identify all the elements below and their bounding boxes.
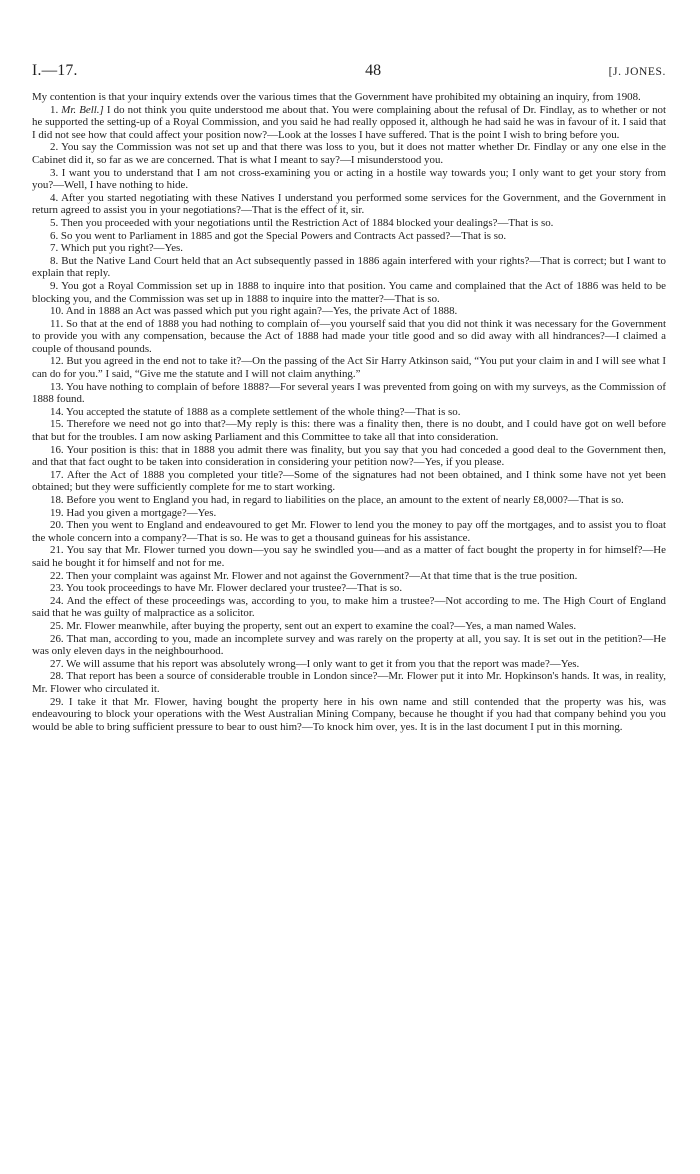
paragraph-text: But the Native Land Court held that an Act subsequently passed in 1886 again interfered with your rights?—That is correct; but I want to explain that reply. bbox=[32, 254, 666, 280]
paragraph-text: So you went to Parliament in 1885 and got the Special Powers and Contracts Act passed?—That is so. bbox=[60, 229, 507, 242]
paragraph-text: We will assume that his report was absolutely wrong—I only want to get it from you that the report was made?—Yes. bbox=[66, 657, 580, 670]
paragraph-text: I do not think you quite understood me about that. You were complaining about the refusal of Dr. Findlay, as to whether or not he supported the setting-up of a Royal Commission, and you said he had really opposed it, although he had said he was in favour of it. I said that I did not see how that could affect your position now?—Look at the losses I have suffered. That is the point I wish to bring before you. bbox=[32, 103, 666, 141]
question-answer-paragraph bbox=[32, 418, 666, 443]
paragraph-number: 27. bbox=[50, 657, 64, 670]
paragraph-text: Therefore we need not go into that?—My reply is this: there was a finality then, there is no doubt, and I could have got on well before that but for the troubles. I am now asking Parliament and this Committee to take all that into consideration. bbox=[32, 418, 666, 444]
paragraph-text: You took proceedings to have Mr. Flower declared your trustee?—That is so. bbox=[65, 582, 403, 595]
question-answer-paragraph bbox=[32, 217, 666, 230]
question-answer-paragraph bbox=[32, 582, 666, 595]
paragraph-number: 18. bbox=[50, 494, 64, 506]
question-answer-paragraph bbox=[32, 469, 666, 494]
paragraph-number: 11. bbox=[50, 317, 64, 330]
paragraph-number: 9. bbox=[50, 279, 59, 292]
paragraph-text: Then you proceeded with your negotiations until the Restriction Act of 1884 blocked your dealings?—That is so. bbox=[60, 216, 554, 229]
paragraph-number: 26. bbox=[50, 632, 64, 645]
question-answer-paragraph bbox=[32, 355, 666, 380]
paragraph-number: 14. bbox=[50, 405, 64, 418]
page-header bbox=[32, 62, 666, 81]
intro-paragraph: My contention is that your inquiry extends over the various times that the Government have prohibited my obtaining an inquiry, from 1908. bbox=[32, 91, 641, 103]
paragraph-number: 6. bbox=[50, 229, 59, 242]
paragraph-number: 20. bbox=[50, 519, 64, 532]
paragraph-text: I want you to understand that I am not cross-examining you or acting in a hostile way towards you; I only want to get your story from you?—Well, I have nothing to hide. bbox=[32, 166, 666, 192]
paragraph-number: 10. bbox=[50, 305, 64, 318]
paragraph-text: Mr. Flower meanwhile, after buying the property, sent out an expert to examine the coal?—Yes, a man named Wales. bbox=[66, 619, 577, 632]
question-answer-paragraph bbox=[32, 318, 666, 356]
paragraph-number: 4. bbox=[50, 191, 59, 204]
paragraph-number: 17. bbox=[50, 468, 64, 481]
paragraph-number: 8. bbox=[50, 254, 59, 267]
question-answer-paragraph bbox=[32, 595, 666, 620]
witness-name: [J. JONES. bbox=[608, 66, 666, 78]
paragraph-number: 16. bbox=[50, 443, 64, 456]
paragraph-number: 12. bbox=[50, 355, 64, 368]
paragraph-text: Then your complaint was against Mr. Flower and not against the Government?—At that time that is the true position. bbox=[66, 569, 578, 582]
question-answer-paragraph bbox=[32, 696, 666, 734]
paragraph-number: 1. bbox=[50, 103, 59, 116]
question-answer-paragraph bbox=[32, 406, 666, 419]
paragraph-number: 2. bbox=[50, 141, 59, 154]
paragraph-text: But you agreed in the end not to take it?—On the passing of the Act Sir Harry Atkinson said, “You put your claim in and I will see what I can do for you.” I said, “Give me the statute and I will not claim anything.” bbox=[32, 355, 666, 381]
paragraph-number: 22. bbox=[50, 569, 64, 582]
document-body bbox=[32, 91, 666, 733]
paragraph-text: You got a Royal Commission set up in 1888 to inquire into that position. You came and complained that the Act of 1886 was held to be blocking you, and the Commission was set up in 1888 to inquire into the matter?—That is so. bbox=[32, 279, 666, 305]
paragraph-number: 19. bbox=[50, 506, 64, 519]
paragraph-text: Had you given a mortgage?—Yes. bbox=[66, 506, 217, 519]
paragraph-text: So that at the end of 1888 you had nothing to complain of—you yourself said that you did not think it was necessary for the Government to provide you with any compensation, because the Act of 1888 had made your title good and so did away with all hindrances?—I claimed a couple of thousand pounds. bbox=[32, 317, 666, 355]
question-answer-paragraph bbox=[32, 104, 666, 142]
paragraph-text: Then you went to England and endeavoured to get Mr. Flower to lend you the money to pay off the mortgages, and to assist you to float the whole concern into a company?—That is so. He was to get a thousand guineas for his assistance. bbox=[32, 519, 666, 544]
question-answer-paragraph bbox=[32, 280, 666, 305]
paragraph-number: 15. bbox=[50, 418, 64, 431]
question-answer-paragraph bbox=[32, 670, 666, 695]
paragraph-text: Before you went to England you had, in regard to liabilities on the place, an amount to the extent of nearly £8,000?—That is so. bbox=[66, 494, 624, 506]
paragraph-text: After you started negotiating with these Natives I understand you performed some services for the Government, and the Government in return agreed to assist you in your negotiations?—That is the effect of it, sir. bbox=[32, 191, 666, 217]
speaker-label: Mr. Bell.] bbox=[61, 103, 104, 116]
paragraph-text: You say the Commission was not set up and that there was loss to you, but it does not matter whether Dr. Findlay or any one else in the Cabinet did it, so far as we are concerned. That is what I meant to say?—I misunderstood you. bbox=[32, 141, 666, 166]
paragraph-text: You accepted the statute of 1888 as a complete settlement of the whole thing?—That is so. bbox=[65, 405, 461, 418]
question-answer-paragraph bbox=[32, 544, 666, 569]
paragraph-text: And the effect of these proceedings was, according to you, to make him a trustee?—Not according to me. The High Court of England said that he was guilty of malpractice as a solicitor. bbox=[32, 594, 667, 620]
page-number: 48 bbox=[365, 62, 382, 79]
paragraph-number: 7. bbox=[50, 242, 59, 255]
paragraph-number: 3. bbox=[50, 166, 59, 179]
question-answer-paragraph bbox=[32, 633, 666, 658]
question-answer-paragraph bbox=[32, 444, 666, 469]
question-answer-paragraph bbox=[32, 620, 666, 633]
question-answer-paragraph bbox=[32, 141, 666, 166]
question-answer-paragraph bbox=[32, 519, 666, 544]
question-answer-paragraph bbox=[32, 230, 666, 243]
paragraph-number: 25. bbox=[50, 619, 64, 632]
paragraph-text: You say that Mr. Flower turned you down—you say he swindled you—and as a matter of fact bought the property in for himself?—He said he bought it for himself and not for me. bbox=[32, 544, 666, 569]
question-answer-paragraph bbox=[32, 167, 666, 192]
question-answer-paragraph bbox=[32, 305, 666, 318]
question-answer-paragraph bbox=[32, 192, 666, 217]
paragraph-text: And in 1888 an Act was passed which put you right again?—Yes, the private Act of 1888. bbox=[65, 305, 458, 318]
question-answer-paragraph bbox=[32, 658, 666, 671]
paragraph-text: After the Act of 1888 you completed your title?—Some of the signatures had not been obtained, and I think some have not yet been obtained; but they were sufficiently complete for me to start working. bbox=[32, 468, 666, 494]
paragraph-text: Your position is this: that in 1888 you admit there was finality, but you say that you had conceded a good deal to the Government then, and that that fact ought to be taken into consideration in considering your petition now?—Yes, if you please. bbox=[32, 443, 666, 469]
question-answer-paragraph bbox=[32, 381, 666, 406]
question-answer-paragraph bbox=[32, 255, 666, 280]
paragraph-text: Which put you right?—Yes. bbox=[60, 242, 184, 255]
paragraph-number: 28. bbox=[50, 670, 64, 683]
paragraph-number: 21. bbox=[50, 544, 64, 557]
paragraph-text: That report has been a source of considerable trouble in London since?—Mr. Flower put it into Mr. Hopkinson's hands. It was, in reality, Mr. Flower who circulated it. bbox=[32, 670, 667, 695]
paragraph-text: I take it that Mr. Flower, having bought the property here in his own name and still contended that the property was his, was endeavouring to block your operations with the West Australian Mining Company, because he thought if you had that company behind you you would be able to bring sufficient pressure to bear to oust him?—To knock him over, yes. It is in the last document I put in this morning. bbox=[32, 695, 666, 733]
paragraph-number: 23. bbox=[50, 582, 64, 595]
paragraph-text: That man, according to you, made an incomplete survey and was rarely on the property at all, you say. It is set out in the petition?—He was only eleven days in the neighbourhood. bbox=[32, 632, 666, 658]
question-answer-paragraph bbox=[32, 242, 666, 255]
paragraph-number: 29. bbox=[50, 695, 64, 708]
document-reference: I.—17. bbox=[32, 62, 78, 79]
paragraph-number: 5. bbox=[50, 216, 59, 229]
paragraph-text: You have nothing to complain of before 1888?—For several years I was prevented from going on with my surveys, as the Commission of 1888 found. bbox=[32, 380, 666, 406]
question-answer-paragraph bbox=[32, 494, 666, 507]
question-answer-paragraph bbox=[32, 507, 666, 520]
paragraph-number: 13. bbox=[50, 380, 64, 393]
question-answer-paragraph bbox=[32, 570, 666, 583]
paragraph-number: 24. bbox=[50, 594, 64, 607]
